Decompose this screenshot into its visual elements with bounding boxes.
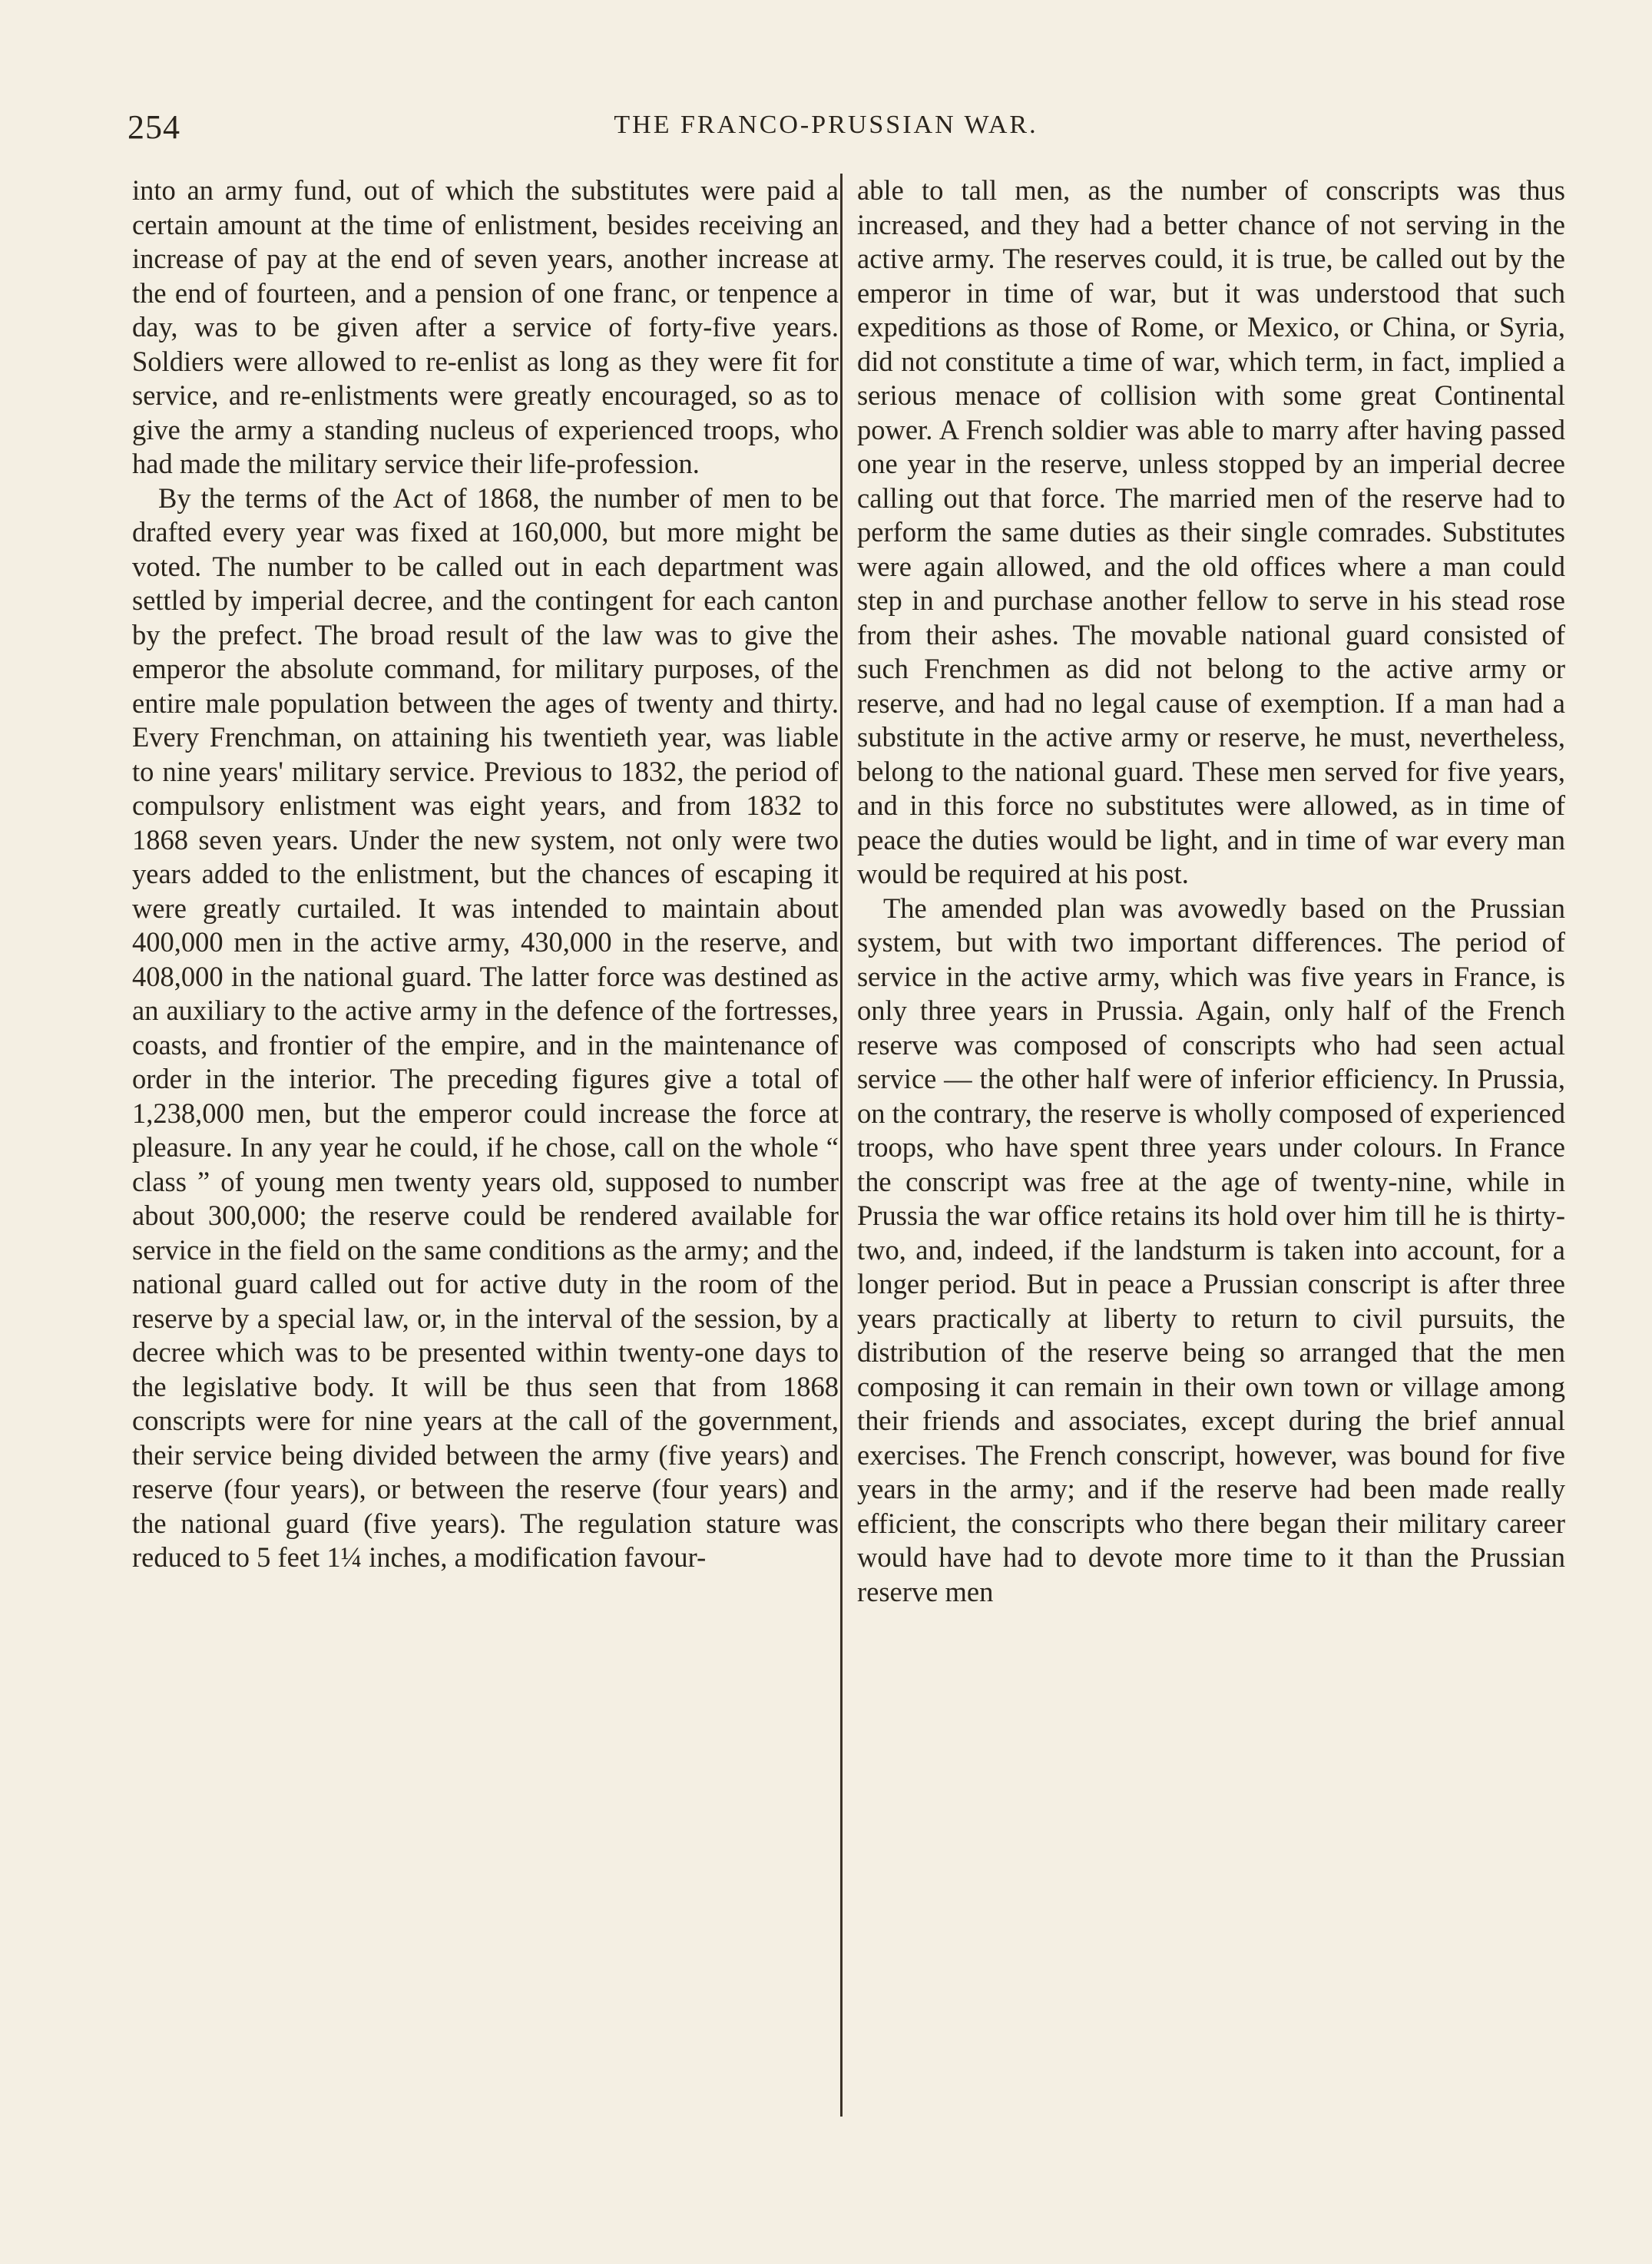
left-paragraph-1: into an army fund, out of which the substitutes were paid a certain amount at the time of enlistment, besides receiving an increase of pay at the end of seven years, another increase at the end of fourteen, and a pension of one franc, or tenpence a day, was to be given after a service of forty-five years. Soldiers were allowed to re-enlist as long as they were fit for service, and re-enlistments were greatly encouraged, so as to give the army a standing nucleus of experienced troops, who had made the military service their life-profession. (132, 174, 839, 479)
right-column (857, 174, 1565, 1609)
running-title: THE FRANCO-PRUSSIAN WAR. (614, 111, 1038, 139)
page-number: 254 (127, 108, 180, 146)
right-paragraph-1: able to tall men, as the number of conscripts was thus increased, and they had a better chance of not serving in the active army. The reserves could, it is true, be called out by the emperor in time of war, but it was understood that such expeditions as those of Rome, or Mexico, or China, or Syria, did not constitute a time of war, which term, in fact, implied a serious menace of collision with some great Continental power. A French soldier was able to marry after having passed one year in the reserve, unless stopped by an imperial decree calling out that force. The married men of the reserve had to perform the same duties as their single comrades. Substitutes were again allowed, and the old offices where a man could step in and purchase another fellow to serve in his stead rose from their ashes. The movable national guard consisted of such Frenchmen as did not belong to the active army or reserve, and had no legal cause of exemption. If a man had a substitute in the active army or reserve, he must, nevertheless, belong to the national guard. These men served for five years, and in this force no substitutes were allowed, as in time of peace the duties would be light, and in time of war every man would be required at his post. (857, 174, 1565, 889)
left-column (132, 174, 839, 1575)
left-paragraph-2: By the terms of the Act of 1868, the number of men to be drafted every year was fixed at 160,000, but more might be voted. The number to be called out in each department was settled by imperial decree, and the contingent for each canton by the prefect. The broad result of the law was to give the emperor the absolute command, for military purposes, of the entire male population between the ages of twenty and thirty. Every Frenchman, on attaining his twentieth year, was liable to nine years' military service. Previous to 1832, the period of compulsory enlistment was eight years, and from 1832 to 1868 seven years. Under the new system, not only were two years added to the enlistment, but the chances of escaping it were greatly curtailed. It was intended to maintain about 400,000 men in the active army, 430,000 in the reserve, and 408,000 in the national guard. The latter force was destined as an auxiliary to the active army in the defence of the fortresses, coasts, and frontier of the empire, and in the maintenance of order in the interior. The preceding figures give a total of 1,238,000 men, but the emperor could increase the force at pleasure. In any year he could, if he chose, call on the whole “ class ” of young men twenty years old, supposed to number about 300,000; the reserve could be rendered available for service in the field on the same conditions as the army; and the national guard called out for active duty in the room of the reserve by a special law, or, in the interval of the session, by a decree which was to be presented within twenty-one days to the legislative body. It will be thus seen that from 1868 conscripts were for nine years at the call of the government, their service being divided between the army (five years) and reserve (four years), or between the reserve (four years) and the national guard (five years). The regulation stature was reduced to 5 feet 1¼ inches, a modification favour- (132, 482, 839, 1573)
right-paragraph-2: The amended plan was avowedly based on the Prussian system, but with two important differences. The period of service in the active army, which was five years in France, is only three years in Prussia. Again, only half of the French reserve was composed of conscripts who had seen actual service — the other half were of inferior efficiency. In Prussia, on the contrary, the reserve is wholly composed of experienced troops, who have spent three years under colours. In France the conscript was free at the age of twenty-nine, while in Prussia the war office retains its hold over him till he is thirty-two, and, indeed, if the landsturm is taken into account, for a longer period. But in peace a Prussian conscript is after three years practically at liberty to return to civil pursuits, the distribution of the reserve being so arranged that the men composing it can remain in their own town or village among their friends and associates, except during the brief annual exercises. The French conscript, however, was bound for five years in the army; and if the reserve had been made really efficient, the conscripts who there began their military career would have had to devote more time to it than the Prussian reserve men (857, 892, 1565, 1607)
column-divider (840, 174, 843, 2117)
